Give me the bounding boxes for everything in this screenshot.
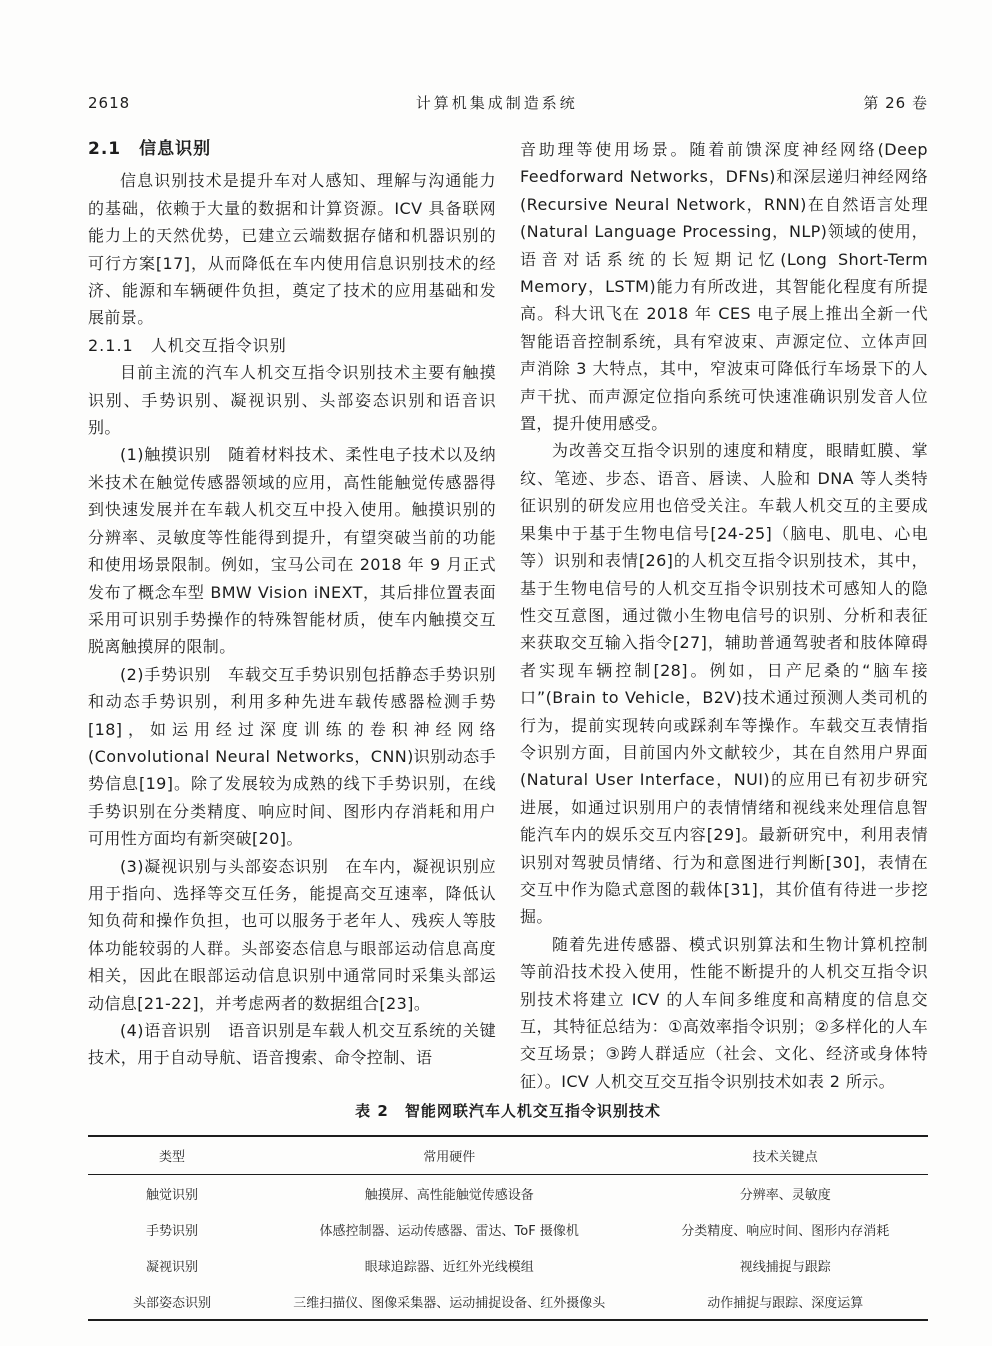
column-header-keypoint: 技术关键点 [752,1150,818,1165]
cell-type: 触觉识别 [145,1187,198,1203]
table-row [88,1175,928,1212]
page-number: 2618 [88,94,131,112]
section-heading: 2.1 信息识别 [88,139,212,159]
paragraph-gaze-recognition: (3)凝视识别与头部姿态识别 在车内，凝视识别应用于指向、选择等交互任务，能提高交互速率，降低认知负荷和操作负担，也可以服务于老年人、残疾人等肢体功能较弱的人群。头部姿态信息与眼部运动信息高度相关，因此在眼部运动信息识别中通常同时采集头部运动信息[21-22]，并考虑两者的数据组合[23]。 [88,856,496,1013]
cell-keypoint: 视线捕捉与跟踪 [739,1259,831,1275]
table-2-block [88,1100,928,1321]
table-row [88,1211,928,1247]
left-column [88,136,496,1095]
cell-hardware: 体感控制器、运动传感器、雷达、ToF 摄像机 [319,1223,579,1239]
cell-type: 头部姿态识别 [132,1295,211,1311]
paragraph-voice-continued: 音助理等使用场景。随着前馈深度神经网络(Deep Feedforward Networks，DFNs)和深层递归神经网络(Recursive Neural Network，RNN)在自然语言处理(Natural Language Processing，NLP)领域的使用，语音对话系统的长短期记忆(Long Short-Term Memory，LSTM)能力有所改进，其智能化程度有所提高。科大讯飞在 2018 年 CES 电子展上推出全新一代智能语音控制系统，具有窄波束、声源定位、立体声回声消除 3 大特点，其中，窄波束可降低行车场景下的人声干扰、而声源定位指向系统可快速准确识别发音人位置，提升使用感受。 [520,140,928,434]
column-header-hardware: 常用硬件 [423,1150,476,1165]
paragraph-voice-recognition: (4)语音识别 语音识别是车载人机交互系统的关键技术，用于自动导航、语音搜索、命令控制、语 [88,1021,496,1068]
right-column [520,136,928,1095]
paragraph-touch-recognition: (1)触摸识别 随着材料技术、柔性电子技术以及纳米技术在触觉传感器领域的应用，高性能触觉传感器得到快速发展并在车载人机交互中投入使用。触摸识别的分辨率、灵敏度等性能得到提升，有望突破当前的功能和使用场景限制。例如，宝马公司在 2018 年 9 月正式发布了概念车型 BMW Vision iNEXT，其后排位置表面采用可识别手势操作的特殊智能材质，使车内触摸交互脱离触摸屏的限制。 [88,445,496,657]
column-header-type: 类型 [158,1150,185,1165]
table-caption: 表 2 智能网联汽车人机交互指令识别技术 [355,1102,661,1120]
volume-label: 第 26 卷 [863,94,928,112]
journal-title: 计算机集成制造系统 [415,94,578,112]
two-column-body [88,136,928,1095]
paragraph-summary: 随着先进传感器、模式识别算法和生物计算机控制等前沿技术投入使用，性能不断提升的人机交互指令识别技术将建立 ICV 的人车间多维度和高精度的信息交互，其特征总结为：①高效率指令识别；②多样化的人车交互场景；③跨人群适应（社会、文化、经济或身体特征）。ICV 人机交互交互指令识别技术如表 2 所示。 [520,934,928,1091]
subsection-heading: 2.1.1 人机交互指令识别 [88,335,287,355]
cell-hardware: 触摸屏、高性能触觉传感设备 [364,1187,534,1203]
paragraph-gesture-recognition: (2)手势识别 车载交互手势识别包括静态手势识别和动态手势识别，利用多种先进车载传感器检测手势[18]，如运用经过深度训练的卷积神经网络(Convolutional Neural Networks，CNN)识别动态手势信息[19]。除了发展较为成熟的线下手势识别，在线手势识别在分类精度、响应时间、图形内存消耗和用户可用性方面均有新突破[20]。 [88,664,496,849]
paragraph-overview: 目前主流的汽车人机交互指令识别技术主要有触摸识别、手势识别、凝视识别、头部姿态识别和语音识别。 [88,363,496,438]
running-head [88,92,928,113]
cell-hardware: 三维扫描仪、图像采集器、运动捕捉设备、红外摄像头 [293,1295,606,1311]
cell-keypoint: 动作捕捉与跟踪、深度运算 [707,1295,864,1311]
cell-keypoint: 分类精度、响应时间、图形内存消耗 [681,1223,890,1239]
table-row [88,1247,928,1283]
paragraph-biometrics: 为改善交互指令识别的速度和精度，眼睛虹膜、掌纹、笔迹、步态、语音、唇读、人脸和 DNA 等人类特征识别的研发应用也倍受关注。车载人机交互的主要成果集中于基于生物电信号[24-25]（脑电、肌电、心电等）识别和表情[26]的人机交互指令识别技术，其中，基于生物电信号的人机交互指令识别技术可感知人的隐性交互意图，通过微小生物电信号的识别、分析和表征来获取交互输入指令[27]，辅助普通驾驶者和肢体障碍者实现车辆控制[28]。例如，日产尼桑的“脑车接口”(Brain to Vehicle，B2V)技术通过预测人类司机的行为，提前实现转向或踩刹车等操作。车载交互表情指令识别方面，目前国内外文献较少，其在自然用户界面(Natural User Interface，NUI)的应用已有初步研究进展，如通过识别用户的表情情绪和视线来处理信息智能汽车内的娱乐交互内容[29]。最新研究中，利用表情识别对驾驶员情绪、行为和意图进行判断[30]，表情在交互中作为隐式意图的载体[31]，其价值有待进一步挖掘。 [520,441,928,927]
paragraph-intro: 信息识别技术是提升车对人感知、理解与沟通能力的基础，依赖于大量的数据和计算资源。ICV 具备联网能力上的天然优势，已建立云端数据存储和机器识别的可行方案[17]，从而降低在车内使用信息识别技术的经济、能源和车辆硬件负担，奠定了技术的应用基础和发展前景。 [88,171,496,328]
cell-type: 手势识别 [145,1223,198,1239]
recognition-tech-table [88,1135,928,1321]
cell-hardware: 眼球追踪器、近红外光线模组 [364,1259,534,1275]
cell-type: 凝视识别 [145,1259,198,1275]
table-header-row [88,1136,928,1175]
cell-keypoint: 分辨率、灵敏度 [739,1187,831,1203]
table-row [88,1283,928,1320]
